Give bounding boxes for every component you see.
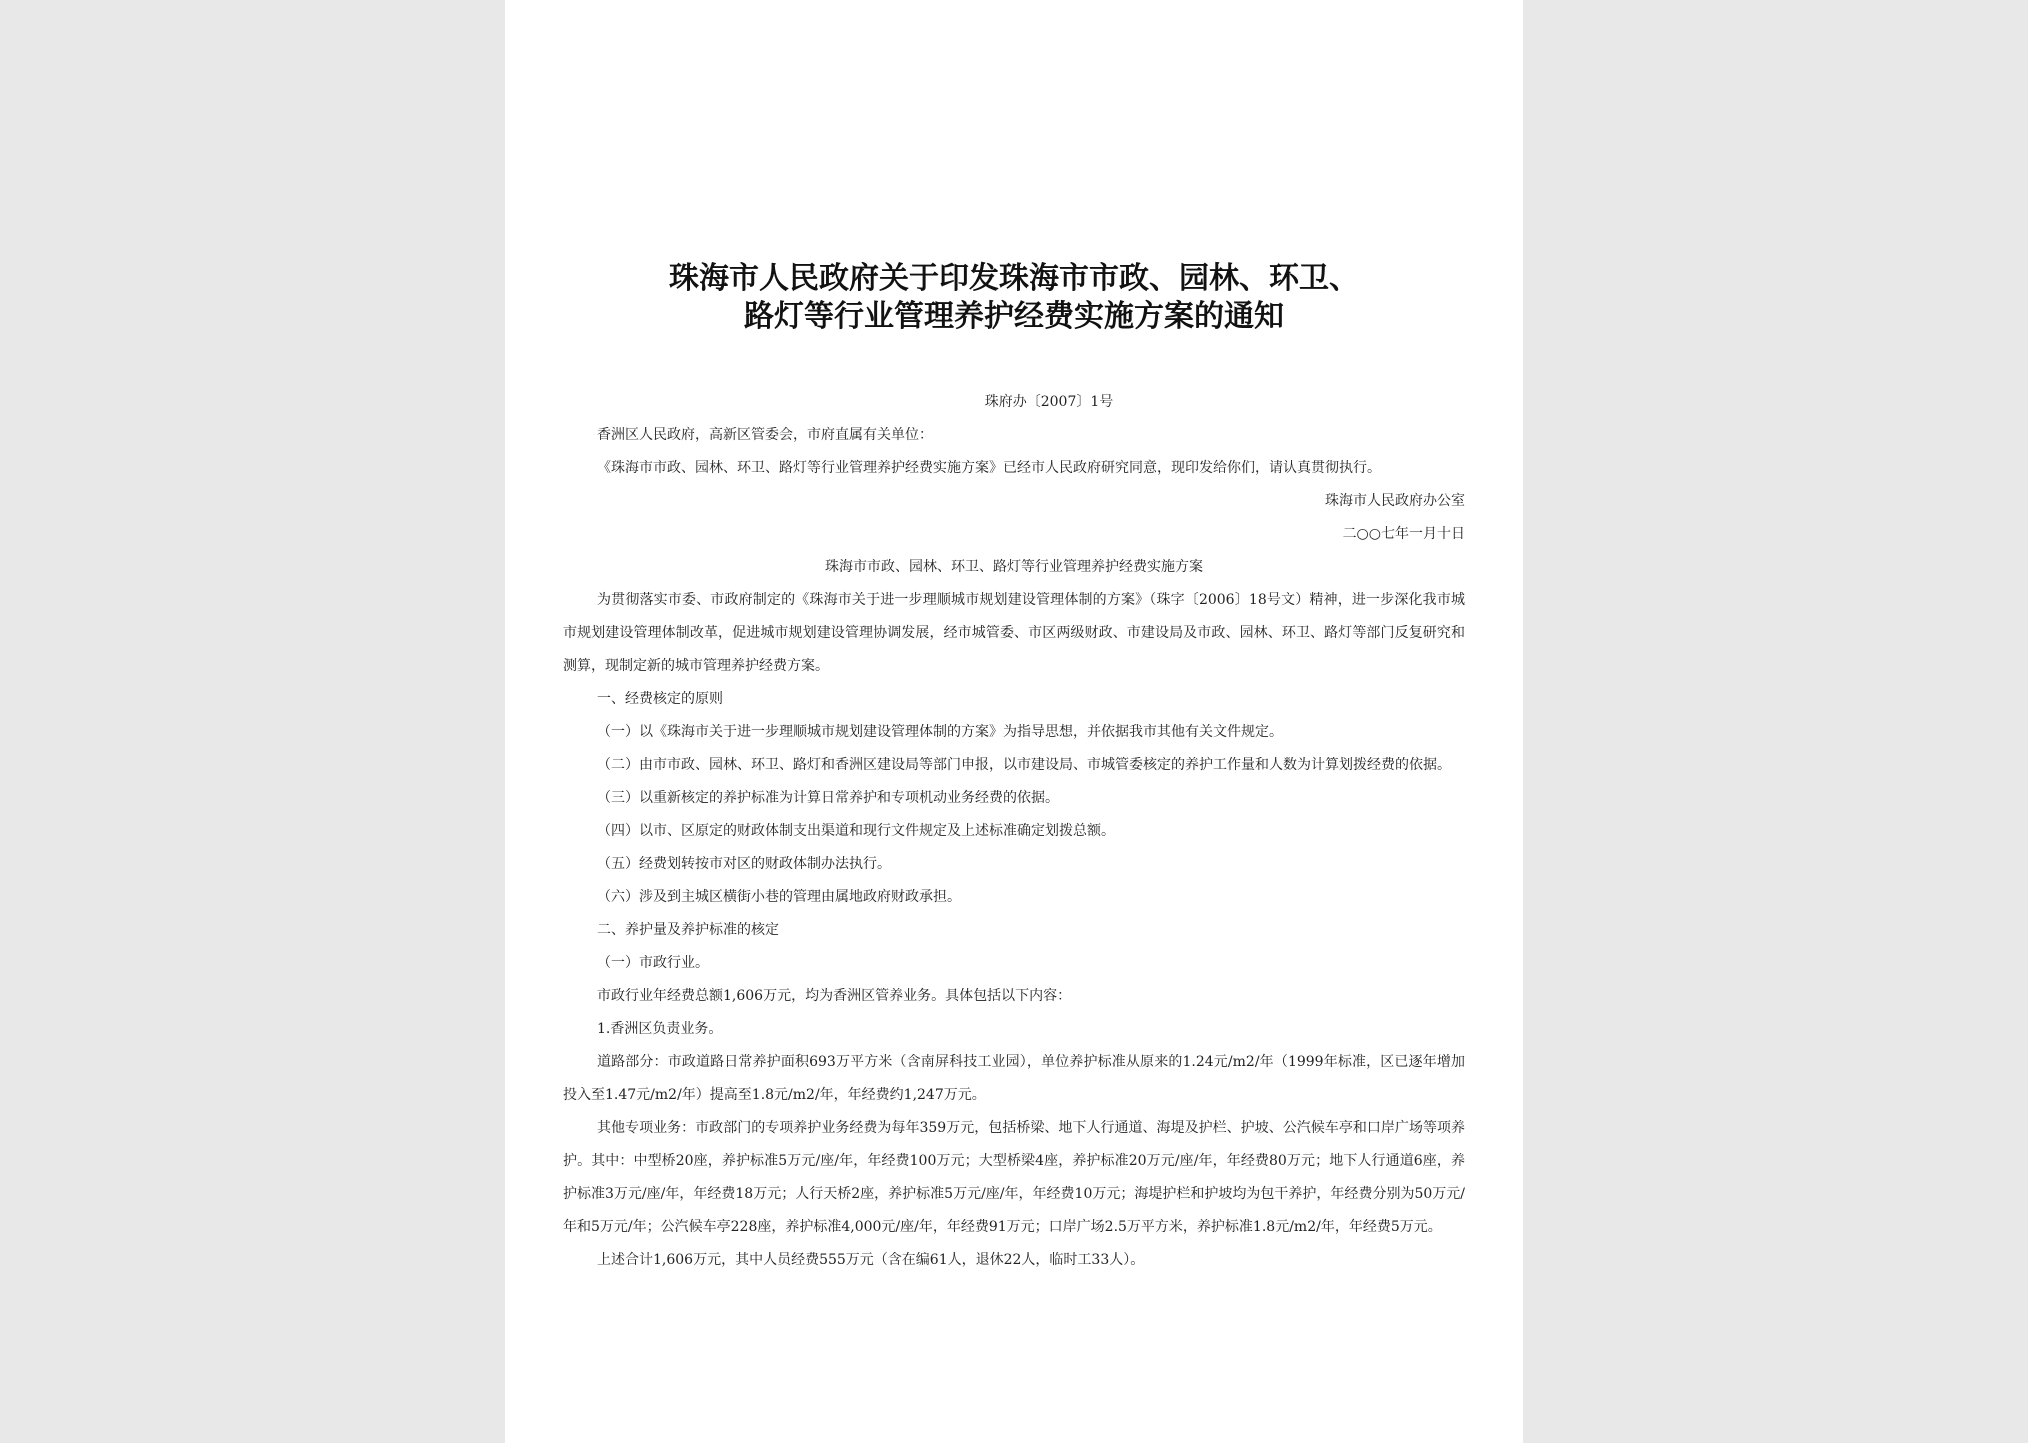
- document-page: [505, 0, 1523, 1443]
- section-heading: 一、经费核定的原则: [597, 691, 723, 707]
- paragraph: 上述合计1,606万元，其中人员经费555万元（含在编61人，退休22人，临时工33人）。: [597, 1252, 1145, 1268]
- paragraph: （一）以《珠海市关于进一步理顺城市规划建设管理体制的方案》为指导思想，并依据我市其他有关文件规定。: [597, 724, 1283, 740]
- document-title: [563, 260, 1465, 336]
- document-body: [563, 386, 1465, 1277]
- document-number: 珠府办〔2007〕1号: [984, 394, 1114, 410]
- title-line-1: 珠海市人民政府关于印发珠海市市政、园林、环卫、: [669, 261, 1359, 296]
- paragraph: （五）经费划转按市对区的财政体制办法执行。: [597, 856, 891, 872]
- paragraph: 其他专项业务：市政部门的专项养护业务经费为每年359万元，包括桥梁、地下人行通道、海堤及护栏、护坡、公汽候车亭和口岸广场等项养护。其中：中型桥20座，养护标准5万元/座/年，年经费100万元；大型桥梁4座，养护标准20万元/座/年，年经费80万元；地下人行通道6座，养护标准3万元/座/年，年经费18万元；人行天桥2座，养护标准5万元/座/年，年经费10万元；海堤护栏和护坡均为包干养护，年经费分别为50万元/年和5万元/年；公汽候车亭228座，养护标准4,000元/座/年，年经费91万元；口岸广场2.5万平方米，养护标准1.8元/m2/年，年经费5万元。: [563, 1120, 1465, 1235]
- addressee: 香洲区人民政府，高新区管委会，市府直属有关单位：: [597, 427, 933, 443]
- issuer: 珠海市人民政府办公室: [1325, 493, 1465, 509]
- notice-body: 《珠海市市政、园林、环卫、路灯等行业管理养护经费实施方案》已经市人民政府研究同意，现印发给你们，请认真贯彻执行。: [597, 460, 1381, 476]
- paragraph: （一）市政行业。: [597, 955, 709, 971]
- paragraph: 市政行业年经费总额1,606万元，均为香洲区管养业务。具体包括以下内容：: [597, 988, 1072, 1004]
- paragraph: 道路部分：市政道路日常养护面积693万平方米（含南屏科技工业园），单位养护标准从原来的1.24元/m2/年（1999年标准，区已逐年增加投入至1.47元/m2/年）提高至1.8元/m2/年，年经费约1,247万元。: [563, 1054, 1465, 1103]
- paragraph: 为贯彻落实市委、市政府制定的《珠海市关于进一步理顺城市规划建设管理体制的方案》（珠字〔2006〕18号文）精神，进一步深化我市城市规划建设管理体制改革，促进城市规划建设管理协调发展，经市城管委、市区两级财政、市建设局及市政、园林、环卫、路灯等部门反复研究和测算，现制定新的城市管理养护经费方案。: [563, 592, 1465, 674]
- paragraph: （三）以重新核定的养护标准为计算日常养护和专项机动业务经费的依据。: [597, 790, 1059, 806]
- plan-title: 珠海市市政、园林、环卫、路灯等行业管理养护经费实施方案: [825, 559, 1203, 575]
- section-heading: 二、养护量及养护标准的核定: [597, 922, 779, 938]
- title-line-2: 路灯等行业管理养护经费实施方案的通知: [744, 299, 1284, 334]
- paragraph: （二）由市市政、园林、环卫、路灯和香洲区建设局等部门申报，以市建设局、市城管委核定的养护工作量和人数为计算划拨经费的依据。: [597, 757, 1451, 773]
- issue-date: 二○○七年一月十日: [1342, 526, 1465, 542]
- paragraph: （六）涉及到主城区横街小巷的管理由属地政府财政承担。: [597, 889, 961, 905]
- paragraph: （四）以市、区原定的财政体制支出渠道和现行文件规定及上述标准确定划拨总额。: [597, 823, 1115, 839]
- paragraph: 1.香洲区负责业务。: [597, 1021, 723, 1037]
